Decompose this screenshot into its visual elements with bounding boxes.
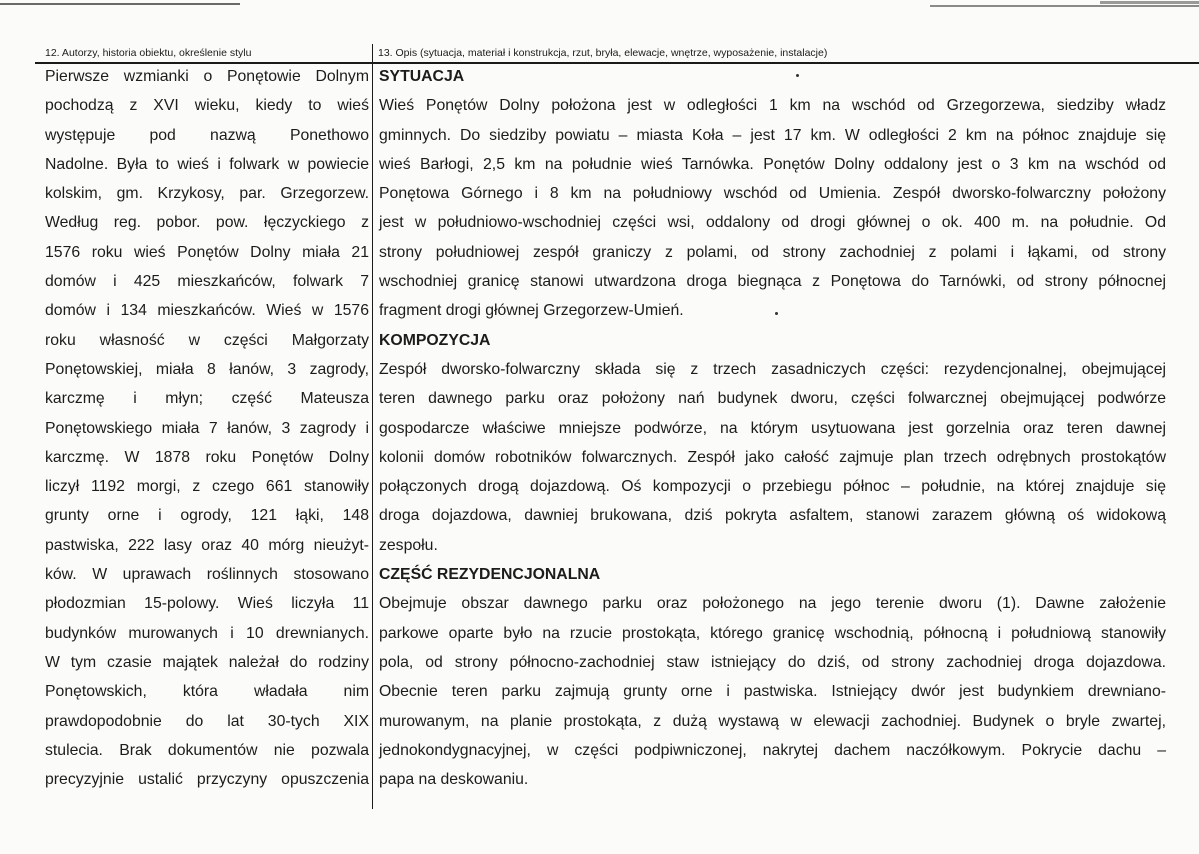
scan-speck [775, 312, 778, 315]
history-line: kolskim, gm. Krzykosy, par. Grzegorzew. [45, 185, 369, 203]
history-line: stulecia. Brak dokumentów nie pozwala [45, 741, 369, 759]
history-line: pastwiska, 222 lasy oraz 40 mórg nieużyt- [45, 536, 369, 554]
scan-edge [0, 0, 1199, 8]
history-line: domów i 134 mieszkańców. Wieś w 1576 [45, 302, 369, 320]
section-13-header: 13. Opis (sytuacja, materiał i konstrukcja, rzut, bryła, elewacje, wnętrze, wyposażenie, instalacje) [378, 47, 828, 59]
description-line: fragment drogi głównej Grzegorzew-Umień. [379, 302, 684, 320]
description-line: strony południowej zespół graniczy z polami, od strony zachodniej z polami i łąkami, od strony [379, 243, 1166, 261]
description-line: Obecnie teren parku zajmują grunty orne i pastwiska. Istniejący dwór jest budynkiem drewniano- [379, 683, 1166, 701]
description-line: Ponętowa Górnego i 8 km na południowy wschód od Umienia. Zespół dworsko-folwarczny położony [379, 185, 1166, 203]
history-line: precyzyjnie ustalić przyczyny opuszczenia [45, 771, 369, 789]
description-line: kolonii domów robotników folwarcznych. Zespół jako całość zajmuje plan trzech odrębnych prostokątów [379, 448, 1166, 466]
history-line: Ponętowskich, która władała nim [45, 683, 369, 701]
description-line: parkowe oparte było na rzucie prostokąta, którego granicę wschodnią, północną i południową stanowiły [379, 624, 1166, 642]
description-line: Obejmuje obszar dawnego parku oraz położonego na jego terenie dworu (1). Dawne założenie [379, 595, 1166, 613]
section-heading-czesc-rezydencjonalna: CZĘŚĆ REZYDENCJONALNA [379, 566, 601, 584]
history-line: grunty orne i ogrody, 121 łąki, 148 [45, 507, 369, 525]
history-line: roku własność w części Małgorzaty [45, 331, 369, 349]
description-column [379, 62, 1166, 794]
scan-speck [796, 74, 799, 77]
history-line: Ponętowskiej, miała 8 łanów, 3 zagrody, [45, 360, 369, 378]
history-line: Ponętowskiego miała 7 łanów, 3 zagrody i [45, 419, 369, 437]
history-line: płodozmian 15-polowy. Wieś liczyła 11 [45, 595, 369, 613]
history-line: budynków murowanych i 10 drewnianych. [45, 624, 369, 642]
history-line: 1576 roku wieś Ponętów Dolny miała 21 [45, 243, 369, 261]
history-line: występuje pod nazwą Ponethowo [45, 126, 369, 144]
description-line: połączonych drogą dojazdową. Oś kompozycji o przebiegu północ – południe, na której znajduje się [379, 478, 1166, 496]
scan-mark [1100, 1, 1199, 4]
history-line: prawdopodobnie do lat 30-tych XIX [45, 712, 369, 730]
description-line: pola, od strony północno-zachodniej staw istniejący do dziś, od strony zachodniej droga dojazdowa. [379, 653, 1166, 671]
description-line: Wieś Ponętów Dolny położona jest w odległości 1 km na wschód od Grzegorzewa, siedziby władz [379, 97, 1166, 115]
history-line: domów i 425 mieszkańców, folwark 7 [45, 273, 369, 291]
description-line: droga dojazdowa, dawniej brukowana, dziś pokryta asfaltem, stanowi zarazem główną oś widokową [379, 507, 1166, 525]
column-divider [372, 44, 373, 809]
scan-mark [0, 3, 240, 5]
history-line: karczmę. W 1878 roku Ponętów Dolny [45, 448, 369, 466]
history-line: liczył 1192 morgi, z czego 661 stanowiły [45, 478, 369, 496]
history-line: Według reg. pobor. pow. łęczyckiego z [45, 214, 369, 232]
section-12-header: 12. Autorzy, historia obiektu, określenie stylu [45, 47, 252, 59]
description-line: wschodniej granicę stanowi utwardzona droga biegnąca z Ponętowa do Tarnówki, od strony północnej [379, 273, 1166, 291]
description-line: papa na deskowaniu. [379, 771, 529, 789]
history-line: pochodzą z XVI wieku, kiedy to wieś [45, 97, 369, 115]
history-line: W tym czasie majątek należał do rodziny [45, 653, 369, 671]
history-column [45, 62, 369, 794]
history-line: Pierwsze wzmianki o Ponętowie Dolnym [45, 68, 369, 85]
section-heading-kompozycja: KOMPOZYCJA [379, 331, 491, 349]
scan-mark [930, 5, 1199, 7]
description-line: gminnych. Do siedziby powiatu – miasta Koła – jest 17 km. W odległości 2 km na północ znajduje się [379, 126, 1166, 144]
history-line: karczmę i młyn; część Mateusza [45, 390, 369, 408]
description-line: murowanym, na planie prostokąta, z dużą wystawą w elewacji zachodniej. Budynek o bryle zwartej, [379, 712, 1166, 730]
history-line: Nadolne. Była to wieś i folwark w powiecie [45, 155, 369, 173]
description-line: Zespół dworsko-folwarczny składa się z trzech zasadniczych części: rezydencjonalnej, obejmującej [379, 360, 1166, 378]
description-line: gospodarcze właściwe mniejsze podwórze, na którym usytuowana jest gorzelnia oraz teren dawnej [379, 419, 1166, 437]
section-heading-sytuacja: SYTUACJA [379, 68, 465, 85]
description-line: jednokondygnacyjnej, w części podpiwniczonej, nakrytej dachem naczółkowym. Pokrycie dachu – [379, 741, 1166, 759]
description-line: teren dawnego parku oraz położony nań budynek dworu, części folwarcznej obejmującej podwórze [379, 390, 1166, 408]
description-line: jest w południowo-wschodniej części wsi, oddalony od drogi głównej o ok. 400 m. na południe. Od [379, 214, 1166, 232]
description-line: zespołu. [379, 536, 438, 554]
history-line: ków. W uprawach roślinnych stosowano [45, 566, 369, 584]
description-line: wieś Barłogi, 2,5 km na południe wieś Tarnówka. Ponętów Dolny oddalony jest o 3 km na wschód od [379, 155, 1166, 173]
